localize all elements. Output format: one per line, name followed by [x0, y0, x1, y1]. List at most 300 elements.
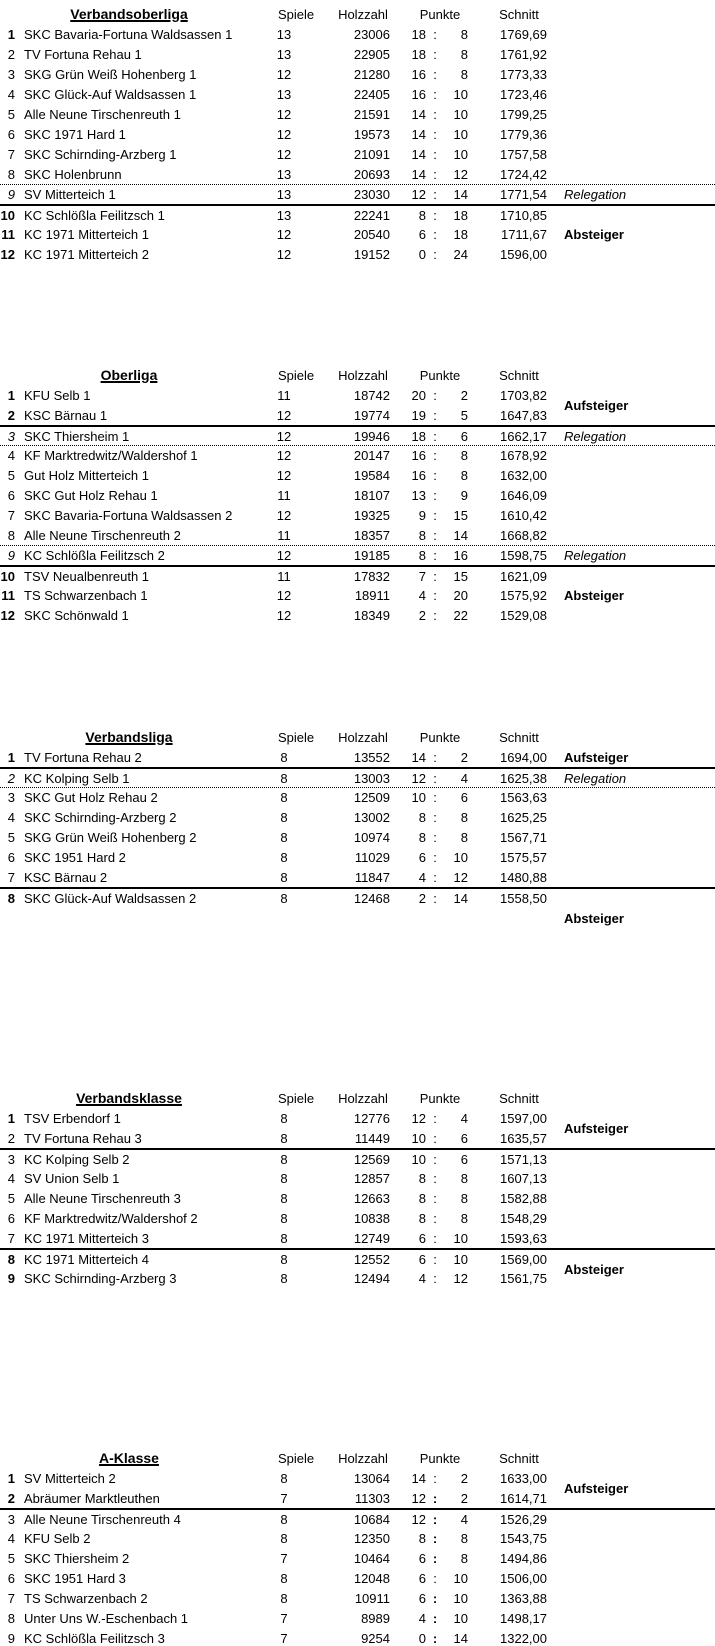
rank-value: 11	[1, 226, 15, 242]
punkte-lost: 20	[453, 587, 468, 603]
punkte-won: 14	[411, 1470, 426, 1486]
punkte-won: 8	[418, 548, 426, 563]
punkte-lost: 9	[460, 487, 468, 503]
rank-value: 3	[7, 790, 15, 805]
schnitt-value: 1769,69	[500, 26, 547, 42]
punkte-won: 0	[418, 1630, 426, 1646]
rank-value: 7	[7, 869, 15, 885]
spiele-value: 8	[280, 1530, 288, 1546]
punkte-won: 4	[418, 1610, 426, 1626]
punkte-colon: :	[433, 1190, 437, 1206]
schnitt-value: 1724,42	[500, 166, 547, 182]
table-row	[0, 445, 715, 465]
column-header-schnitt: Schnitt	[499, 1090, 539, 1106]
team-name: SKC Schirnding-Arzberg 3	[24, 1270, 177, 1286]
punkte-colon: :	[433, 869, 437, 885]
table-row	[0, 505, 715, 525]
table-row	[0, 1568, 715, 1588]
spiele-value: 13	[276, 46, 292, 62]
rank-value: 5	[7, 106, 15, 122]
punkte-colon: :	[433, 26, 437, 42]
league-title: Verbandsliga	[85, 729, 173, 745]
punkte-colon: :	[432, 1610, 438, 1626]
rank-value: 5	[7, 467, 15, 483]
punkte-colon: :	[433, 809, 437, 825]
rank-value: 1	[7, 26, 15, 42]
punkte-lost: 14	[453, 1630, 468, 1646]
table-row	[0, 244, 715, 264]
table-row	[0, 1208, 715, 1228]
holzzahl-value: 18107	[353, 487, 390, 503]
table-header-row	[0, 4, 715, 24]
punkte-colon: :	[433, 1110, 437, 1126]
spiele-value: 13	[276, 26, 292, 42]
punkte-lost: 6	[460, 790, 468, 805]
spiele-value: 8	[280, 770, 288, 786]
table-row	[0, 867, 715, 887]
rank-value: 3	[7, 66, 15, 82]
spiele-value: 8	[280, 1590, 288, 1606]
spiele-value: 8	[280, 849, 288, 865]
schnitt-value: 1529,08	[500, 607, 547, 623]
holzzahl-value: 20540	[353, 226, 390, 242]
punkte-lost: 12	[453, 1270, 468, 1286]
rank-value: 8	[7, 1251, 15, 1267]
holzzahl-value: 22405	[353, 86, 390, 102]
punkte-lost: 18	[453, 226, 468, 242]
rank-value: 7	[7, 1590, 15, 1606]
schnitt-value: 1480,88	[500, 869, 547, 885]
holzzahl-value: 12663	[353, 1190, 390, 1206]
team-name: KF Marktredwitz/Waldershof 2	[24, 1210, 198, 1226]
punkte-lost: 10	[453, 126, 468, 142]
punkte-won: 8	[418, 829, 426, 845]
league-section-verbandsliga	[0, 727, 715, 926]
punkte-colon: :	[433, 1170, 437, 1186]
punkte-won: 8	[418, 1530, 426, 1546]
rank-value: 9	[7, 187, 15, 202]
team-name: Gut Holz Mitterteich 1	[24, 467, 149, 483]
spiele-value: 12	[276, 66, 292, 82]
schnitt-value: 1571,13	[500, 1151, 547, 1167]
spiele-value: 8	[280, 890, 288, 906]
punkte-colon: :	[433, 1270, 437, 1286]
schnitt-value: 1548,29	[500, 1210, 547, 1226]
punkte-won: 16	[411, 448, 426, 463]
punkte-lost: 10	[453, 146, 468, 162]
table-row	[0, 1148, 715, 1168]
team-name: KFU Selb 1	[24, 387, 91, 403]
punkte-colon: :	[433, 568, 437, 584]
punkte-lost: 10	[453, 849, 468, 865]
punkte-won: 8	[418, 1170, 426, 1186]
punkte-lost: 4	[460, 1110, 468, 1126]
status-note: Relegation	[564, 187, 627, 202]
table-header-row	[0, 1088, 715, 1108]
schnitt-value: 1575,92	[500, 587, 547, 603]
table-row	[0, 465, 715, 485]
punkte-won: 6	[418, 1550, 426, 1566]
spiele-value: 12	[276, 587, 292, 603]
team-name: KC Schlößla Feilitzsch 3	[24, 1630, 165, 1646]
team-name: SKC Thiersheim 1	[24, 428, 130, 444]
holzzahl-value: 12857	[353, 1170, 390, 1186]
punkte-won: 6	[418, 849, 426, 865]
rank-value: 3	[7, 1511, 15, 1527]
schnitt-value: 1543,75	[500, 1530, 547, 1546]
league-title: A-Klasse	[99, 1450, 159, 1466]
schnitt-value: 1610,42	[500, 507, 547, 523]
punkte-lost: 10	[453, 1570, 468, 1586]
team-name: KC 1971 Mitterteich 2	[24, 246, 150, 262]
holzzahl-value: 19185	[353, 548, 390, 563]
table-row	[0, 525, 715, 545]
punkte-lost: 16	[453, 548, 468, 563]
holzzahl-value: 13552	[353, 749, 390, 765]
spiele-value: 12	[276, 548, 292, 563]
table-row	[0, 385, 715, 413]
holzzahl-value: 13003	[353, 770, 390, 786]
team-name: SKC 1951 Hard 3	[24, 1570, 126, 1586]
spiele-value: 8	[280, 1110, 288, 1126]
rank-value: 8	[7, 890, 15, 906]
table-row	[0, 1528, 715, 1548]
spiele-value: 13	[276, 166, 292, 182]
table-rows	[0, 1468, 715, 1646]
schnitt-value: 1773,33	[500, 66, 547, 82]
spiele-value: 8	[280, 1511, 288, 1527]
punkte-colon: :	[433, 207, 437, 223]
rank-value: 4	[7, 1170, 15, 1186]
team-name: SKC Bavaria-Fortuna Waldsassen 2	[24, 507, 233, 523]
schnitt-value: 1569,00	[500, 1251, 547, 1267]
spiele-value: 12	[276, 246, 292, 262]
rank-value: 9	[7, 548, 15, 563]
holzzahl-value: 18349	[353, 607, 390, 623]
holzzahl-value: 13064	[353, 1470, 390, 1486]
schnitt-value: 1582,88	[500, 1190, 547, 1206]
table-rows	[0, 1108, 715, 1288]
table-row	[0, 1228, 715, 1248]
punkte-lost: 14	[453, 187, 468, 202]
punkte-won: 10	[411, 790, 426, 805]
holzzahl-value: 12494	[353, 1270, 390, 1286]
holzzahl-value: 22905	[353, 46, 390, 62]
status-note: Aufsteiger	[564, 397, 629, 413]
table-row	[0, 1548, 715, 1568]
schnitt-value: 1563,63	[500, 790, 547, 805]
spiele-value: 12	[276, 106, 292, 122]
holzzahl-value: 20147	[353, 448, 390, 463]
schnitt-value: 1614,71	[500, 1490, 547, 1506]
punkte-lost: 2	[460, 1470, 468, 1486]
holzzahl-value: 11847	[354, 869, 390, 885]
punkte-colon: :	[433, 1151, 437, 1167]
column-header-spiele: Spiele	[278, 1450, 315, 1466]
holzzahl-value: 21280	[353, 66, 390, 82]
team-name: Abräumer Marktleuthen	[24, 1490, 160, 1506]
spiele-value: 12	[276, 226, 292, 242]
punkte-lost: 10	[453, 1610, 468, 1626]
team-name: KC 1971 Mitterteich 3	[24, 1230, 150, 1246]
schnitt-value: 1710,85	[500, 207, 547, 223]
punkte-won: 4	[418, 1270, 426, 1286]
rank-value: 2	[7, 46, 15, 62]
holzzahl-value: 11449	[354, 1130, 390, 1146]
spiele-value: 8	[280, 1130, 288, 1146]
table-row	[0, 767, 715, 787]
rank-value: 6	[7, 487, 15, 503]
schnitt-value: 1506,00	[500, 1570, 547, 1586]
column-header-holzzahl: Holzzahl	[338, 1090, 388, 1106]
schnitt-value: 1575,57	[500, 849, 547, 865]
rank-value: 8	[7, 1610, 15, 1626]
status-note: Absteiger	[564, 226, 624, 242]
team-name: SKC Schirnding-Arzberg 1	[24, 146, 177, 162]
holzzahl-value: 12569	[353, 1151, 390, 1167]
spiele-value: 13	[276, 207, 292, 223]
rank-value: 12	[0, 607, 15, 623]
punkte-won: 6	[418, 1570, 426, 1586]
rank-value: 4	[7, 448, 15, 463]
punkte-colon: :	[433, 790, 437, 805]
team-name: Alle Neune Tirschenreuth 3	[24, 1190, 181, 1206]
spiele-value: 11	[277, 527, 291, 543]
holzzahl-value: 11029	[354, 849, 390, 865]
holzzahl-value: 18911	[354, 587, 390, 603]
punkte-won: 8	[418, 1210, 426, 1226]
punkte-lost: 8	[460, 467, 468, 483]
schnitt-value: 1662,17	[500, 428, 547, 444]
punkte-won: 8	[418, 1190, 426, 1206]
punkte-lost: 5	[460, 407, 468, 423]
punkte-lost: 10	[453, 1251, 468, 1267]
punkte-colon: :	[433, 246, 437, 262]
spiele-value: 8	[280, 1230, 288, 1246]
rank-value: 6	[7, 1570, 15, 1586]
schnitt-value: 1779,36	[500, 126, 547, 142]
punkte-colon: :	[433, 1230, 437, 1246]
punkte-won: 6	[418, 1590, 426, 1606]
punkte-won: 12	[411, 1490, 426, 1506]
team-name: SKC Gut Holz Rehau 2	[24, 790, 158, 805]
team-name: SKC Glück-Auf Waldsassen 2	[24, 890, 197, 906]
punkte-won: 10	[411, 1151, 426, 1167]
table-header-row	[0, 727, 715, 747]
spiele-value: 7	[280, 1630, 288, 1646]
table-rows	[0, 747, 715, 926]
spiele-value: 12	[276, 146, 292, 162]
holzzahl-value: 12468	[353, 890, 390, 906]
punkte-lost: 24	[453, 246, 468, 262]
punkte-won: 19	[411, 407, 426, 423]
schnitt-value: 1567,71	[500, 829, 547, 845]
punkte-won: 12	[411, 1110, 426, 1126]
schnitt-value: 1526,29	[500, 1511, 547, 1527]
punkte-lost: 8	[460, 809, 468, 825]
punkte-won: 20	[411, 387, 426, 403]
team-name: Unter Uns W.-Eschenbach 1	[24, 1610, 189, 1626]
punkte-won: 4	[418, 869, 426, 885]
holzzahl-value: 10838	[353, 1210, 390, 1226]
team-name: SV Union Selb 1	[24, 1170, 120, 1186]
table-row	[0, 1168, 715, 1188]
punkte-colon: :	[433, 448, 437, 463]
rank-value: 5	[7, 1190, 15, 1206]
column-header-spiele: Spiele	[278, 1090, 315, 1106]
holzzahl-value: 13002	[353, 809, 390, 825]
table-row	[0, 1468, 715, 1496]
schnitt-value: 1646,09	[500, 487, 547, 503]
rank-value: 5	[7, 829, 15, 845]
schnitt-value: 1761,92	[500, 46, 547, 62]
team-name: KC 1971 Mitterteich 1	[24, 226, 150, 242]
rank-value: 1	[7, 1110, 15, 1126]
column-header-punkte: Punkte	[419, 729, 461, 745]
team-name: TS Schwarzenbach 2	[24, 1590, 148, 1606]
punkte-colon: :	[433, 428, 437, 444]
schnitt-value: 1723,46	[500, 86, 547, 102]
holzzahl-value: 19325	[353, 507, 390, 523]
team-name: SKC Bavaria-Fortuna Waldsassen 1	[24, 26, 233, 42]
rank-value: 2	[7, 1130, 15, 1146]
punkte-colon: :	[433, 106, 437, 122]
rank-value: 1	[7, 749, 15, 765]
punkte-colon: :	[433, 407, 437, 423]
punkte-colon: :	[432, 1590, 438, 1606]
league-section-verbandsoberliga	[0, 4, 715, 264]
spiele-value: 12	[276, 428, 292, 444]
schnitt-value: 1694,00	[500, 749, 547, 765]
punkte-won: 16	[411, 66, 426, 82]
punkte-lost: 12	[453, 869, 468, 885]
rank-value: 11	[1, 587, 15, 603]
punkte-won: 6	[418, 226, 426, 242]
schnitt-value: 1711,67	[500, 226, 547, 242]
table-row	[0, 1608, 715, 1628]
spiele-value: 12	[276, 126, 292, 142]
punkte-colon: :	[432, 1490, 438, 1506]
column-header-schnitt: Schnitt	[499, 729, 539, 745]
punkte-colon: :	[433, 607, 437, 623]
spiele-value: 8	[280, 869, 288, 885]
rank-value: 5	[7, 1550, 15, 1566]
punkte-won: 12	[411, 187, 426, 202]
holzzahl-value: 19152	[353, 246, 390, 262]
schnitt-value: 1561,75	[500, 1270, 547, 1286]
punkte-won: 14	[411, 106, 426, 122]
table-row	[0, 827, 715, 847]
schnitt-value: 1593,63	[500, 1230, 547, 1246]
team-name: KSC Bärnau 1	[24, 407, 108, 423]
league-title: Oberliga	[100, 367, 158, 383]
team-name: TSV Erbendorf 1	[24, 1110, 121, 1126]
table-row	[0, 104, 715, 124]
punkte-colon: :	[433, 66, 437, 82]
punkte-colon: :	[433, 1251, 437, 1267]
punkte-lost: 6	[460, 1130, 468, 1146]
status-note: Absteiger	[564, 910, 624, 926]
punkte-won: 8	[418, 207, 426, 223]
team-name: KF Marktredwitz/Waldershof 1	[24, 448, 198, 463]
schnitt-value: 1322,00	[500, 1630, 547, 1646]
status-note: Relegation	[564, 428, 627, 444]
schnitt-value: 1625,25	[500, 809, 547, 825]
rank-value: 2	[7, 770, 15, 786]
holzzahl-value: 12048	[353, 1570, 390, 1586]
status-note: Relegation	[564, 770, 627, 786]
punkte-colon: :	[433, 890, 437, 906]
punkte-colon: :	[433, 749, 437, 765]
spiele-value: 11	[277, 487, 291, 503]
column-header-punkte: Punkte	[419, 1090, 461, 1106]
holzzahl-value: 12552	[353, 1251, 390, 1267]
schnitt-value: 1625,38	[500, 770, 547, 786]
punkte-lost: 10	[453, 1590, 468, 1606]
schnitt-value: 1632,00	[500, 467, 547, 483]
column-header-spiele: Spiele	[278, 729, 315, 745]
punkte-lost: 14	[453, 527, 468, 543]
league-title: Verbandsoberliga	[70, 6, 188, 22]
rank-value: 2	[7, 1490, 15, 1506]
punkte-lost: 2	[460, 1490, 468, 1506]
status-note: Absteiger	[564, 1261, 624, 1277]
punkte-won: 14	[411, 146, 426, 162]
column-header-punkte: Punkte	[419, 1450, 461, 1466]
spiele-value: 8	[280, 1170, 288, 1186]
punkte-lost: 6	[460, 428, 468, 444]
schnitt-value: 1799,25	[500, 106, 547, 122]
rank-value: 10	[0, 207, 15, 223]
team-name: KFU Selb 2	[24, 1530, 91, 1546]
holzzahl-value: 10974	[353, 829, 390, 845]
column-header-schnitt: Schnitt	[499, 367, 539, 383]
team-name: SV Mitterteich 1	[24, 187, 116, 202]
punkte-lost: 6	[460, 1151, 468, 1167]
rank-value: 1	[7, 1470, 15, 1486]
holzzahl-value: 8989	[361, 1610, 390, 1626]
punkte-colon: :	[432, 1511, 438, 1527]
punkte-won: 12	[411, 770, 426, 786]
punkte-lost: 8	[460, 46, 468, 62]
punkte-won: 18	[411, 46, 426, 62]
holzzahl-value: 19774	[353, 407, 390, 423]
holzzahl-value: 19584	[353, 467, 390, 483]
rank-value: 7	[7, 507, 15, 523]
table-row	[0, 847, 715, 867]
punkte-lost: 10	[453, 86, 468, 102]
holzzahl-value: 12350	[353, 1530, 390, 1546]
team-name: KC Kolping Selb 1	[24, 770, 130, 786]
team-name: SKC 1971 Hard 1	[24, 126, 126, 142]
table-row	[0, 1188, 715, 1208]
table-row	[0, 807, 715, 827]
table-row	[0, 565, 715, 585]
spiele-value: 8	[280, 749, 288, 765]
status-note: Aufsteiger	[564, 1120, 629, 1136]
schnitt-value: 1621,09	[500, 568, 547, 584]
table-header-row	[0, 1448, 715, 1468]
table-row	[0, 24, 715, 44]
rank-value: 8	[7, 166, 15, 182]
punkte-colon: :	[433, 1470, 437, 1486]
column-header-schnitt: Schnitt	[499, 1450, 539, 1466]
spiele-value: 7	[280, 1490, 288, 1506]
punkte-colon: :	[433, 849, 437, 865]
spiele-value: 8	[280, 790, 288, 805]
schnitt-value: 1494,86	[500, 1550, 547, 1566]
punkte-colon: :	[433, 46, 437, 62]
